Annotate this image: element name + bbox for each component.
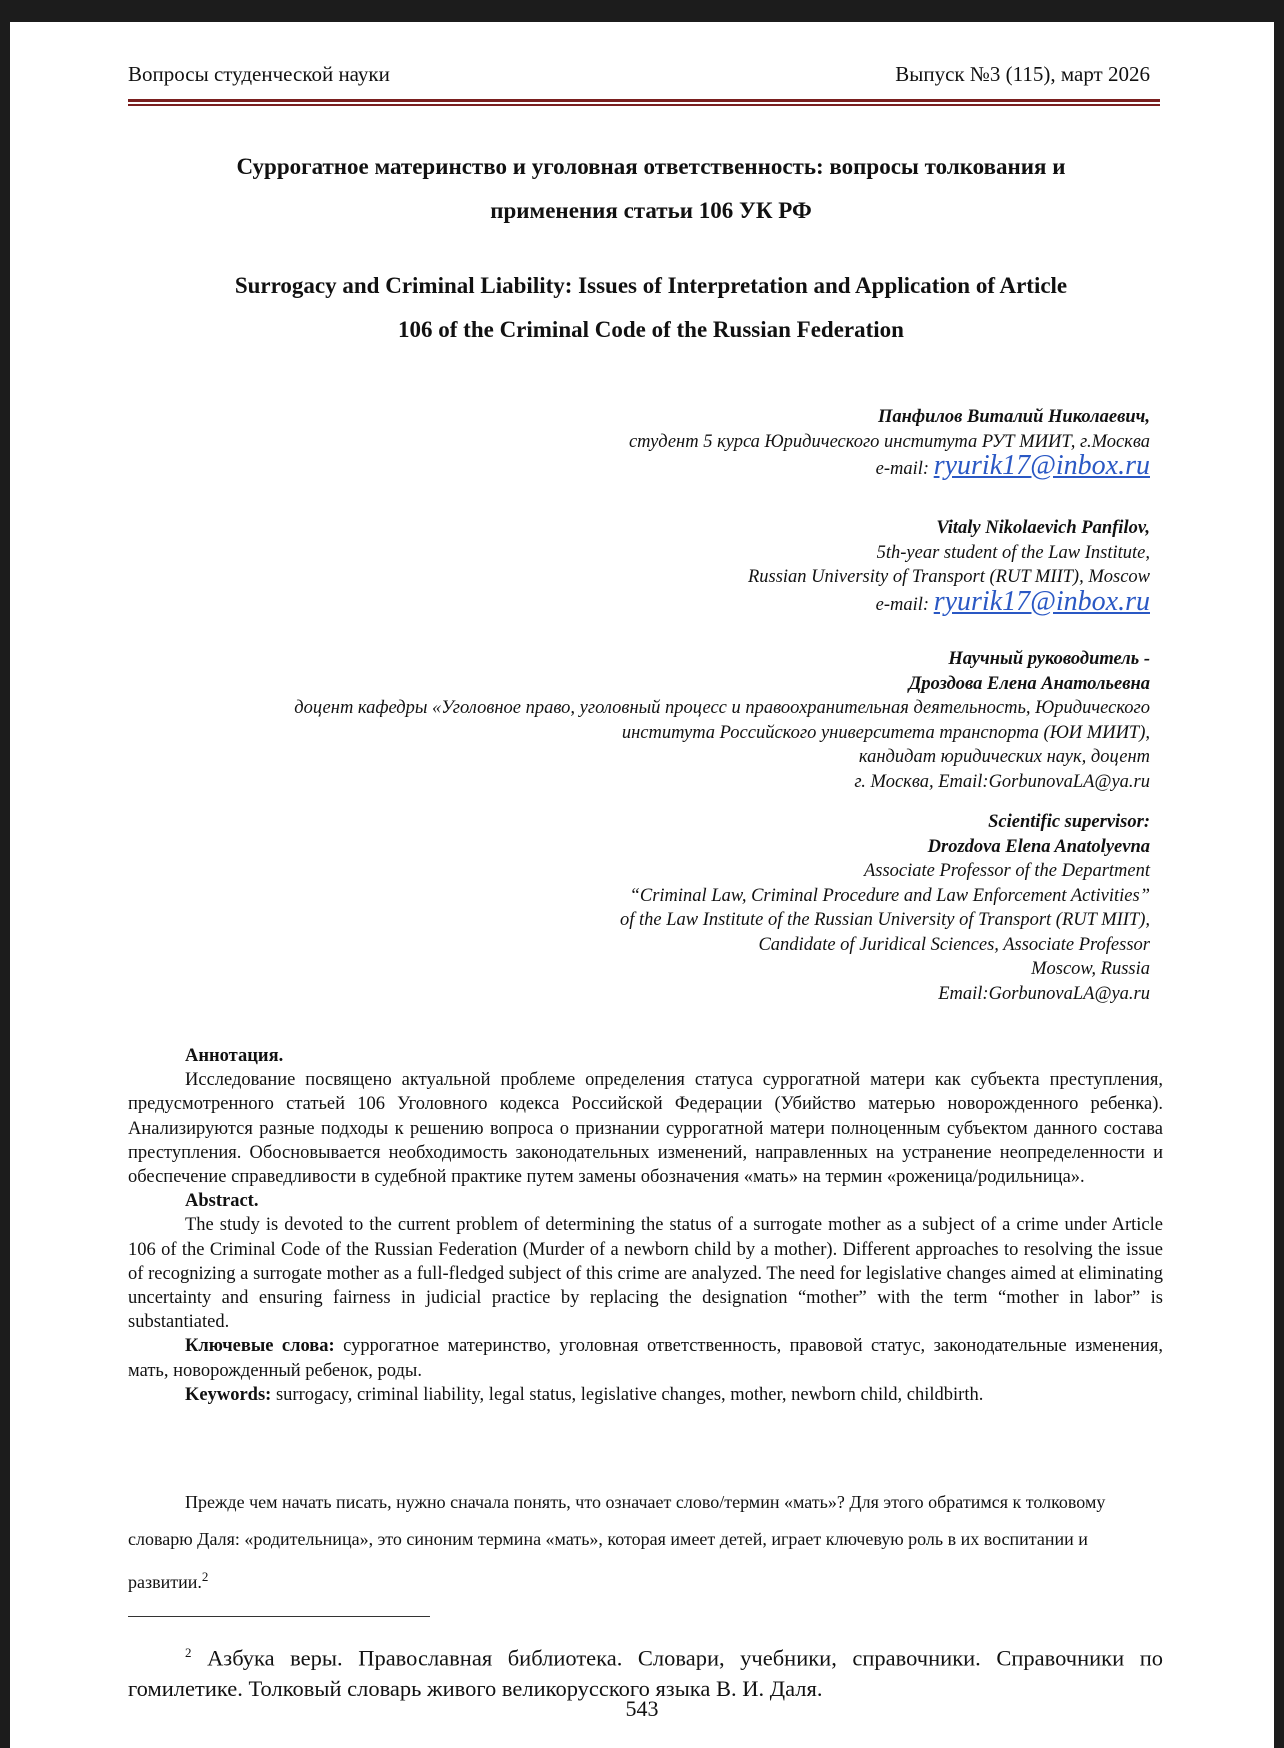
supervisor-en-line6: Email:GorbunovaLA@ya.ru	[938, 983, 1150, 1004]
author-en-email-label: e-mail:	[875, 594, 934, 615]
title-ru	[160, 145, 1142, 233]
author-ru-block	[629, 405, 1150, 482]
footnote-number: 2	[185, 1645, 192, 1660]
author-en-email-row	[748, 585, 1150, 618]
keywords-en	[128, 1383, 1163, 1407]
body-paragraph-text: Прежде чем начать писать, нужно сначала понять, что означает слово/термин «мать»? Для этого обратимся к толковому словарю Даля: «родительница», это синоним термина «мать», которая имеет детей, играет ключевую роль в их воспитании и развитии.	[128, 1492, 1106, 1592]
supervisor-ru-line1: доцент кафедры «Уголовное право, уголовный процесс и правоохранительная деятельность, Юридического	[294, 698, 1150, 718]
author-ru-email-label: e-mail:	[875, 459, 934, 479]
author-ru-email-link[interactable]: ryurik17@inbox.ru	[933, 450, 1150, 481]
keywords-en-label: Keywords:	[185, 1384, 272, 1405]
annotation-heading: Аннотация.	[185, 1046, 284, 1066]
supervisor-en-line4: Candidate of Juridical Sciences, Associate Professor	[758, 934, 1150, 955]
supervisor-en-line5: Moscow, Russia	[1031, 959, 1150, 979]
supervisor-en-line1: Associate Professor of the Department	[863, 861, 1150, 881]
author-en-block	[748, 516, 1150, 617]
footnote-ref[interactable]: 2	[201, 1569, 209, 1584]
author-en-email-link[interactable]: ryurik17@inbox.ru	[933, 585, 1150, 617]
supervisor-en-heading: Scientific supervisor:	[988, 812, 1150, 832]
title-en-line1: Surrogacy and Criminal Liability: Issues of Interpretation and Application of Article	[234, 273, 1068, 298]
keywords-ru	[128, 1334, 1163, 1382]
supervisor-en-block	[620, 810, 1150, 1006]
document-page	[10, 22, 1274, 1748]
supervisor-ru-block	[294, 647, 1150, 794]
supervisor-ru-line2: института Российского университета транспорта (ЮИ МИИТ),	[621, 722, 1150, 743]
abstract-text: The study is devoted to the current problem of determining the status of a surrogate mother as a subject of a crime under Article 106 of the Criminal Code of the Russian Federation (Murder of a newborn child by a mother). Different approaches to resolving the issue of recognizing a surrogate mother as a full-fledged subject of this crime are analyzed. The need for legislative changes aimed at eliminating uncertainty and ensuring fairness in judicial practice by replacing the designation “mother” with the term “mother in labor” is substantiated.	[128, 1215, 1163, 1333]
supervisor-en-name: Drozdova Elena Anatolyevna	[927, 836, 1150, 857]
header-rule	[128, 99, 1160, 102]
author-en-name: Vitaly Nikolaevich Panfilov,	[936, 518, 1150, 538]
title-en	[160, 264, 1142, 352]
annotation-abstract-section	[128, 1044, 1163, 1407]
annotation-text: Исследование посвящено актуальной проблеме определения статуса суррогатной матери как субъекта преступления, предусмотренного статьей 106 Уголовного кодекса Российской Федерации (Убийство матерью новорожденного ребенка). Анализируются разные подходы к решению вопроса о признании суррогатной матери полноценным субъектом данного состава преступления. Обосновывается необходимость законодательных изменений, направленных на устранение неопределенности и обеспечение справедливости в судебной практике путем замены обозначения «мать» на термин «роженица/родильница».	[128, 1070, 1163, 1188]
author-ru-email-row	[629, 450, 1150, 482]
supervisor-en-line2: “Criminal Law, Criminal Procedure and Law Enforcement Activities”	[629, 885, 1150, 906]
window-top-bar	[0, 0, 1284, 22]
supervisor-ru-line4: г. Москва, Email:GorbunovaLA@ya.ru	[854, 771, 1150, 792]
keywords-ru-label: Ключевые слова:	[185, 1336, 335, 1357]
title-ru-line2: применения статьи 106 УК РФ	[490, 198, 812, 223]
title-ru-line1: Суррогатное материнство и уголовная ответственность: вопросы толкования и	[236, 154, 1066, 179]
supervisor-ru-heading: Научный руководитель -	[948, 649, 1150, 669]
title-en-line2: 106 of the Criminal Code of the Russian Federation	[398, 317, 904, 342]
body-paragraph	[128, 1484, 1163, 1601]
footnote	[128, 1638, 1163, 1704]
supervisor-ru-name: Дроздова Елена Анатольевна	[908, 673, 1150, 694]
keywords-en-text: surrogacy, criminal liability, legal status, legislative changes, mother, newborn child, childbirth.	[271, 1384, 984, 1405]
author-en-line2: Russian University of Transport (RUT MIIT), Moscow	[747, 567, 1150, 587]
issue-info: Выпуск №3 (115), март 2026	[895, 62, 1150, 86]
header-rule-thin	[128, 104, 1160, 106]
footnote-rule	[128, 1616, 430, 1617]
page-number: 543	[625, 1696, 659, 1721]
supervisor-en-line3: of the Law Institute of the Russian University of Transport (RUT MIIT),	[620, 910, 1150, 930]
keywords-ru-text: суррогатное материнство, уголовная ответственность, правовой статус, законодательные изменения, мать, новорожденный ребенок, роды.	[128, 1336, 1163, 1381]
footnote-text: Азбука веры. Православная библиотека. Словари, учебники, справочники. Справочники по гомилетике. Толковый словарь живого великорусского языка В. И. Даля.	[128, 1645, 1163, 1701]
author-ru-name: Панфилов Виталий Николаевич,	[877, 407, 1150, 427]
supervisor-ru-line3: кандидат юридических наук, доцент	[858, 747, 1150, 767]
author-en-line1: 5th-year student of the Law Institute,	[876, 542, 1150, 563]
journal-name: Вопросы студенческой науки	[128, 62, 390, 86]
abstract-heading: Abstract.	[185, 1191, 259, 1212]
author-ru-affiliation: студент 5 курса Юридического института РУТ МИИТ, г.Москва	[628, 431, 1150, 452]
